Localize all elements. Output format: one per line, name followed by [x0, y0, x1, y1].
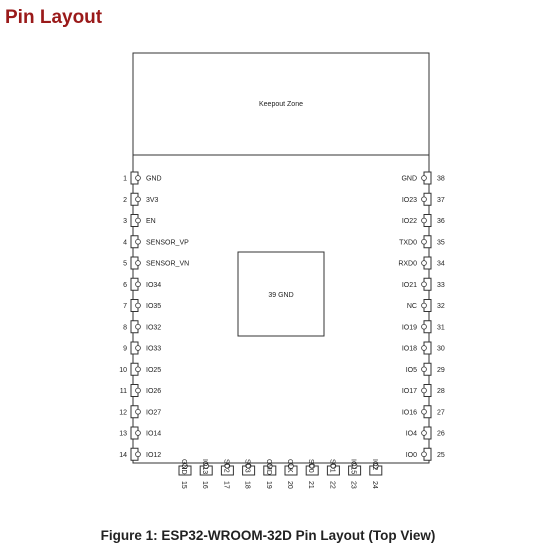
pin-number: 13 — [119, 430, 127, 438]
pin-notch — [136, 239, 141, 244]
pin-number: 29 — [437, 366, 445, 374]
pin-notch — [422, 388, 427, 393]
pin-notch — [136, 388, 141, 393]
pin-notch — [422, 367, 427, 372]
pin-label: CMD — [264, 459, 272, 475]
pin-label: SENSOR_VP — [146, 239, 189, 247]
pin-label: RXD0 — [398, 260, 417, 268]
pin-label: GND — [180, 459, 187, 475]
pin-number: 8 — [123, 324, 127, 332]
pin-number: 24 — [370, 481, 378, 489]
pin-notch — [136, 218, 141, 223]
pin-notch — [422, 261, 427, 266]
pin-label: SENSOR_VN — [146, 260, 190, 268]
pin-notch — [422, 452, 427, 457]
pin-number: 26 — [437, 430, 445, 438]
page-title: Pin Layout — [5, 7, 103, 28]
pin-label: IO2 — [370, 459, 378, 471]
pin-label: IO26 — [146, 388, 162, 395]
pin-number: 3 — [123, 218, 127, 225]
pin-label: IO27 — [146, 409, 162, 417]
pin-label: SD3 — [243, 459, 251, 473]
pin-number: 5 — [123, 260, 127, 268]
pin-label: IO5 — [405, 366, 417, 374]
pin-number: 12 — [119, 409, 127, 417]
pin-notch — [136, 452, 141, 457]
pin-number: 27 — [437, 409, 445, 417]
pin-label: NC — [406, 303, 417, 310]
pin-label: IO25 — [146, 366, 162, 374]
pin-number: 37 — [437, 196, 445, 204]
pin-notch — [136, 261, 141, 266]
pin-label: IO23 — [401, 196, 417, 204]
pin-label: SD0 — [307, 459, 315, 473]
pin-label: IO32 — [146, 324, 162, 332]
pin-notch — [136, 197, 141, 202]
pin-number: 25 — [437, 451, 445, 459]
pin-label: TXD0 — [399, 239, 417, 247]
pin-label: IO0 — [405, 451, 417, 459]
pin-notch — [422, 197, 427, 202]
pin-number: 11 — [119, 388, 127, 395]
pin-number: 18 — [243, 481, 251, 489]
pin-label: IO16 — [401, 409, 417, 417]
pin-label: CLK — [286, 459, 293, 473]
pin-notch — [136, 303, 141, 308]
pin-number: 35 — [437, 239, 445, 247]
pin-label: IO14 — [146, 430, 162, 438]
pin-notch — [422, 346, 427, 351]
pin-number: 19 — [264, 481, 272, 489]
pin-notch — [422, 218, 427, 223]
pin-number: 38 — [437, 175, 445, 183]
pin-label: GND — [401, 175, 417, 183]
pin-number: 4 — [123, 239, 127, 247]
pin-label: IO12 — [146, 451, 162, 459]
pin-number: 33 — [437, 281, 445, 289]
pin-label: IO15 — [349, 459, 357, 475]
pin-notch — [136, 282, 141, 287]
keepout-zone-label: Keepout Zone — [259, 101, 303, 108]
pin-number: 20 — [286, 481, 293, 489]
pin-label: EN — [146, 218, 156, 225]
pin-number: 17 — [222, 481, 230, 489]
pin-number: 30 — [437, 345, 445, 353]
pin-label: SD1 — [328, 459, 336, 473]
pin-notch — [422, 239, 427, 244]
gnd-pad-label: 39 GND — [268, 292, 294, 299]
pin-notch — [136, 324, 141, 329]
pin-label: IO13 — [201, 459, 209, 475]
pin-number: 16 — [201, 481, 209, 489]
pin-number: 22 — [328, 481, 336, 489]
pin-notch — [422, 324, 427, 329]
pin-number: 1 — [123, 175, 127, 183]
pin-notch — [136, 367, 141, 372]
pin-notch — [136, 431, 141, 436]
figure-caption: Figure 1: ESP32-WROOM-32D Pin Layout (Top View) — [100, 528, 436, 543]
pin-number: 2 — [123, 196, 127, 204]
pin-number: 14 — [119, 451, 127, 459]
pin-number: 10 — [119, 366, 127, 374]
pin-number: 9 — [123, 345, 127, 353]
pin-notch — [422, 409, 427, 414]
pin-notch — [422, 176, 427, 181]
pin-label: IO19 — [401, 324, 417, 332]
pin-label: IO22 — [401, 218, 417, 225]
pin-number: 34 — [437, 260, 445, 268]
pin-number: 21 — [307, 481, 315, 489]
pin-notch — [136, 346, 141, 351]
pin-number: 32 — [437, 303, 445, 310]
pin-number: 15 — [180, 481, 187, 489]
pin-notch — [136, 409, 141, 414]
pin-label: IO17 — [401, 388, 417, 395]
pin-number: 7 — [123, 303, 127, 310]
pin-notch — [136, 176, 141, 181]
pin-notch — [422, 282, 427, 287]
pin-label: IO34 — [146, 281, 162, 289]
pin-number: 23 — [349, 481, 357, 489]
pin-notch — [422, 431, 427, 436]
pin-label: 3V3 — [146, 196, 159, 204]
pin-label: IO21 — [401, 281, 417, 289]
pin-notch — [422, 303, 427, 308]
pin-number: 6 — [123, 281, 127, 289]
pin-number: 36 — [437, 218, 445, 225]
pin-label: IO18 — [401, 345, 417, 353]
pin-label: IO4 — [405, 430, 417, 438]
pin-label: IO35 — [146, 303, 162, 310]
pin-number: 31 — [437, 324, 445, 332]
pin-number: 28 — [437, 388, 445, 395]
pin-label: SD2 — [222, 459, 230, 473]
pin-label: IO33 — [146, 345, 162, 353]
pin-label: GND — [146, 175, 162, 183]
